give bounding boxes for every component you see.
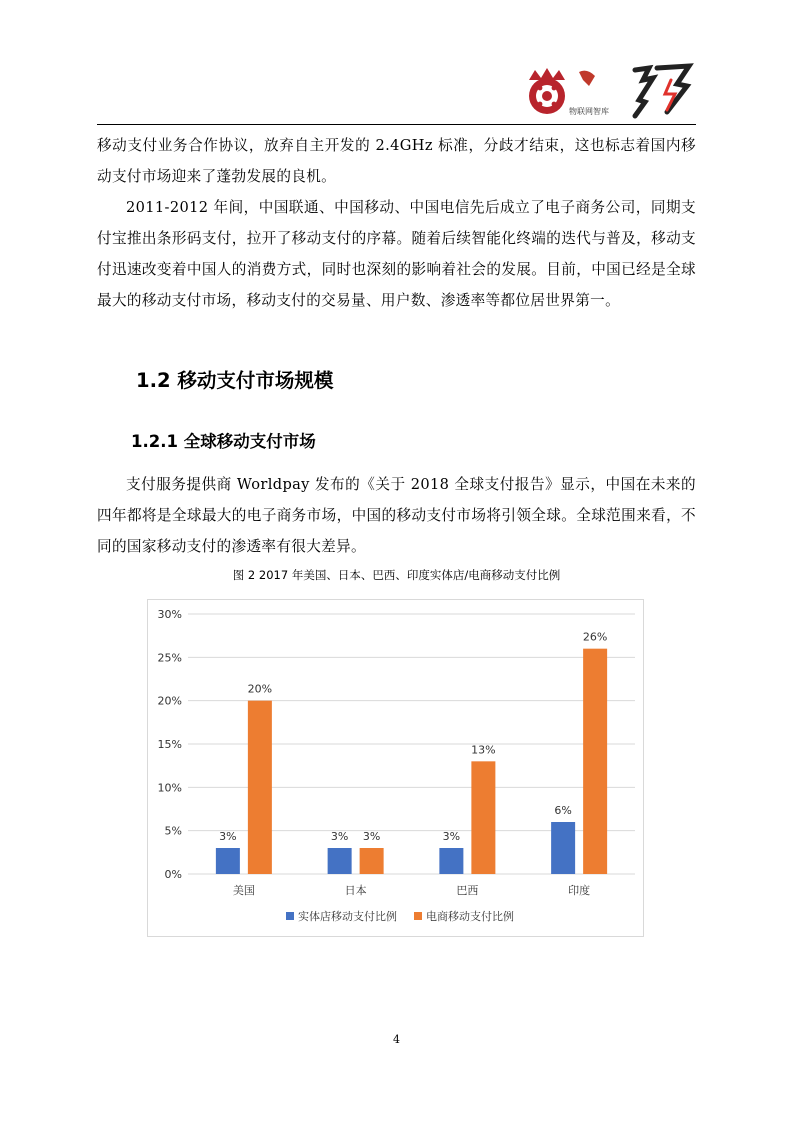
section-heading: 1.2 移动支付市场规模 (136, 369, 334, 392)
page-number: 4 (393, 1033, 400, 1046)
bar-store (328, 848, 352, 874)
legend-swatch (414, 912, 422, 920)
paragraph-1: 移动支付业务合作协议，放弃自主开发的 2.4GHz 标准，分歧才结束，这也标志着国内移动支付市场迎来了蓬勃发展的良机。 (97, 137, 696, 185)
x-category-label: 印度 (568, 884, 591, 897)
subsection-heading: 1.2.1 全球移动支付市场 (131, 432, 316, 451)
data-label: 3% (219, 830, 237, 843)
legend-label: 电商移动支付比例 (426, 910, 514, 923)
y-tick-label: 30% (157, 608, 182, 621)
data-label: 3% (442, 830, 461, 843)
brand-logo (629, 60, 695, 120)
bar-ecommerce (583, 649, 607, 874)
bar-store (551, 822, 575, 874)
legend-swatch (286, 912, 294, 920)
paragraph-3: 支付服务提供商 Worldpay 发布的《关于 2018 全球支付报告》显示，中国在未来的四年都将是全球最大的电子商务市场，中国的移动支付市场将引领全球。全球范围来看，不同的国家移动支付的渗透率有很大差异。 (97, 476, 696, 555)
y-tick-label: 0% (164, 868, 182, 881)
x-category-label: 日本 (344, 884, 367, 897)
data-label: 6% (554, 804, 572, 817)
iot-think-tank-logo (525, 66, 615, 120)
legend-label: 实体店移动支付比例 (298, 910, 397, 923)
data-label: 26% (582, 630, 608, 644)
y-tick-label: 10% (157, 781, 182, 795)
x-category-label: 巴西 (456, 884, 479, 897)
bar-ecommerce (360, 848, 384, 874)
bar-ecommerce (471, 761, 495, 874)
bar-chart (147, 599, 644, 937)
data-label: 3% (330, 830, 349, 843)
bar-store (439, 848, 463, 874)
page-header (97, 60, 697, 124)
data-label: 20% (247, 682, 273, 696)
logo1-text: 物联网智库 (569, 107, 609, 116)
y-tick-label: 5% (164, 824, 182, 838)
y-tick-label: 20% (157, 694, 182, 708)
x-category-label: 美国 (232, 884, 255, 897)
bar-ecommerce (248, 701, 272, 874)
paragraph-2: 2011-2012 年间，中国联通、中国移动、中国电信先后成立了电子商务公司，同期支付宝推出条形码支付，拉开了移动支付的序幕。随着后续智能化终端的迭代与普及，移动支付迅速改变着中国人的消费方式，同时也深刻的影响着社会的发展。目前，中国已经是全球最大的移动支付市场，移动支付的交易量、用户数、渗透率等都位居世界第一。 (97, 199, 696, 309)
bar-store (216, 848, 240, 874)
y-tick-label: 15% (157, 738, 182, 751)
header-rule (97, 124, 696, 125)
chart-canvas (148, 600, 645, 938)
data-label: 13% (471, 743, 496, 757)
data-label: 3% (362, 830, 381, 843)
figure-caption: 图 2 2017 年美国、日本、巴西、印度实体店/电商移动支付比例 (232, 568, 561, 582)
y-tick-label: 25% (157, 651, 182, 665)
